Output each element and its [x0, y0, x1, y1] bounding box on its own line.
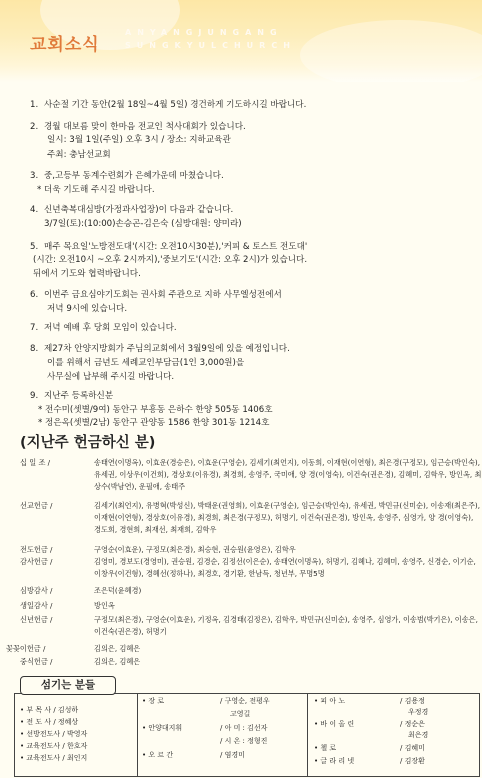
header-banner	[0, 0, 482, 82]
server-role: • 안양대지휘	[142, 724, 183, 732]
notice-line: 이를 위해서 금년도 세례교인부담금(1인 3,000원)을	[47, 358, 245, 368]
offering-names: 송태연(이명옥), 이효운(경승은), 이효운(구영순), 김세기(최언지), 이동희, 이재현(이연형), 최은경(구정모), 임근승(박인숙), 유세권, 이상우(이건희), 경상호(이유경), 최경희, 송영주, 국미애, 양 경(이영숙), 이건숙(권은경), 김혜미, 김학우, 방인옥, 최상수(박남연), 운필애, 송태주	[94, 458, 482, 491]
offering-names: 방인옥	[94, 601, 115, 610]
servers-title: 섬기는 분들	[20, 676, 116, 695]
server-names: / 구영순, 전평우	[220, 697, 270, 705]
church-english-name-line1: ANYANGJUNGANG	[125, 28, 283, 37]
offering-names: 김의은, 김혜은	[94, 644, 141, 653]
offering-names: 김의은, 김혜은	[94, 657, 141, 666]
offering-label: 십 일 조 /	[20, 458, 51, 467]
notice-item: 2. 경월 대보름 맞이 한마음 전교인 척사대회가 있습니다.	[30, 122, 246, 132]
server-entry: • 전 도 사 / 정혜상	[20, 718, 79, 726]
notice-line: 3/7일(토):(10:00)손승곤-김은숙 (심방대원: 양미라)	[44, 219, 242, 229]
server-role: • 피 아 노	[314, 697, 346, 705]
server-names: / 염경미	[220, 751, 245, 759]
notice-item: 7. 저녁 예배 후 당회 모임이 있습니다.	[30, 323, 177, 333]
offering-label: 감사헌금 /	[20, 557, 53, 566]
server-names: / 김장환	[400, 757, 425, 765]
offering-names: 조은덕(윤혜경)	[94, 586, 142, 595]
server-names: 고영길	[230, 710, 251, 718]
server-role: • 첼 로	[314, 744, 337, 752]
notice-line: 일시: 3월 1일(주일) 오후 3시 / 장소: 지하교육관	[47, 135, 231, 145]
column-divider	[307, 693, 308, 777]
notice-item: 8. 제27차 안양지방회가 주님의교회에서 3월9일에 있을 예정입니다.	[30, 344, 290, 354]
offering-label: 심방감사 /	[20, 586, 53, 595]
offering-label: 신년헌금 /	[20, 615, 53, 624]
notice-item: 6. 이번주 금요심야기도회는 권사회 주관으로 지하 사무엘성전에서	[30, 290, 282, 300]
server-names: / 아 미 : 김선자	[220, 724, 268, 732]
notice-line: * 더욱 기도해 주시길 바랍니다.	[37, 185, 155, 195]
server-names: 최은경	[408, 731, 429, 739]
server-entry: • 교육전도사 / 한호자	[20, 742, 88, 750]
offering-label: 선교헌금 /	[20, 501, 53, 510]
server-entry: • 교육전도사 / 최인지	[20, 754, 88, 762]
offering-section-title: (지난주 헌금하신 분)	[20, 435, 156, 451]
notice-item: 9. 지난주 등록하신분	[30, 391, 114, 401]
server-names: / 정순은	[400, 720, 425, 728]
server-entry: • 부 목 사 / 김성하	[20, 706, 79, 714]
offering-names: 김세기(최언지), 유병혁(박성신), 박태운(권영희), 이효운(구영순), 임근승(박인숙), 유세권, 박민규(신미순), 이송재(최은주), 이재현(이연형), 경상호(이유경), 최경희, 최은경(구정모), 허명기, 이건숙(권은경), 방인옥, 송영주, 심영가, 양 경(이영숙), 경도희, 경현희, 최재선, 최재희, 김학우	[94, 501, 480, 534]
offering-names: 김영미, 경보도(경영미), 권승원, 김경순, 김정선(이은순), 송태연(이명옥), 허명기, 김혜나, 김혜미, 송영주, 신경순, 이기순, 이창우(이건형), 경혜선(정하나), 최경호, 경기환, 한남득, 청년부, 무명5명	[94, 557, 476, 578]
column-divider	[137, 693, 138, 777]
server-role: • 글 라 리 넷	[314, 757, 355, 765]
notice-item: 5. 매주 목요일'노방전도대'(시간: 오전10시30분),'커피 & 토스트 전도대'	[30, 242, 308, 252]
notice-line: 사무실에 납부해 주시길 바랍니다.	[47, 372, 175, 382]
server-role: • 장 로	[142, 697, 165, 705]
notice-line: 저녁 9시에 있습니다.	[47, 304, 128, 314]
notice-line: * 정은옥(셋별/2남) 동안구 관양동 1586 한양 301동 1214호	[38, 418, 270, 428]
notice-item: 3. 중,고등부 동계수련회가 은혜가운데 마쳤습니다.	[30, 171, 224, 181]
server-names: / 김혜미	[400, 744, 425, 752]
notice-line: 뒤에서 기도와 협력바랍니다.	[33, 269, 141, 279]
server-role: • 오 르 간	[142, 751, 174, 759]
notice-item: 1. 사순절 기간 동안(2월 18일~4월 5일) 경건하게 기도하시길 바랍니다.	[30, 100, 307, 110]
header-light	[300, 20, 482, 82]
notice-line: (시간: 오전10시 ~오후 2시까지),'중보기도'(시간: 오후 2시)가 있습니다.	[33, 255, 308, 265]
church-english-name-line2: SUNGKYULCHURCH	[125, 41, 296, 50]
server-entry: • 선방전도사 / 박영자	[20, 730, 88, 738]
offering-label: 생일감사 /	[20, 601, 53, 610]
offering-names: 구정모(최은경), 구영순(이효운), 기정옥, 김경태(김정은), 김학우, 박민규(신미순), 송영주, 심영가, 이송범(박기은), 이송은, 이건숙(권은경), 허명기	[94, 615, 478, 636]
offering-label: 전도헌금 /	[20, 545, 53, 554]
notice-item: 4. 신년축복대심방(가정과사업장)이 다음과 같습니다.	[30, 205, 234, 215]
server-role: • 바 이 올 린	[314, 720, 355, 728]
section-title-church-news: 교회소식	[30, 35, 100, 55]
notice-line: 주최: 충남선교회	[47, 150, 111, 160]
offering-label: 꽃꽂이헌금 /	[6, 644, 46, 653]
offering-label: 중식헌금 /	[20, 657, 53, 666]
server-names: 우정경	[408, 708, 429, 716]
server-names: / 시 온 : 정형진	[220, 737, 268, 745]
server-names: / 김용정	[400, 697, 425, 705]
notice-line: * 전수미(셋별/9여) 동안구 부흥동 은하수 한양 505동 1406호	[38, 405, 273, 415]
offering-names: 구영순(이효운), 구정모(최은경), 최승현, 권승원(윤영은), 김학우	[94, 545, 296, 554]
